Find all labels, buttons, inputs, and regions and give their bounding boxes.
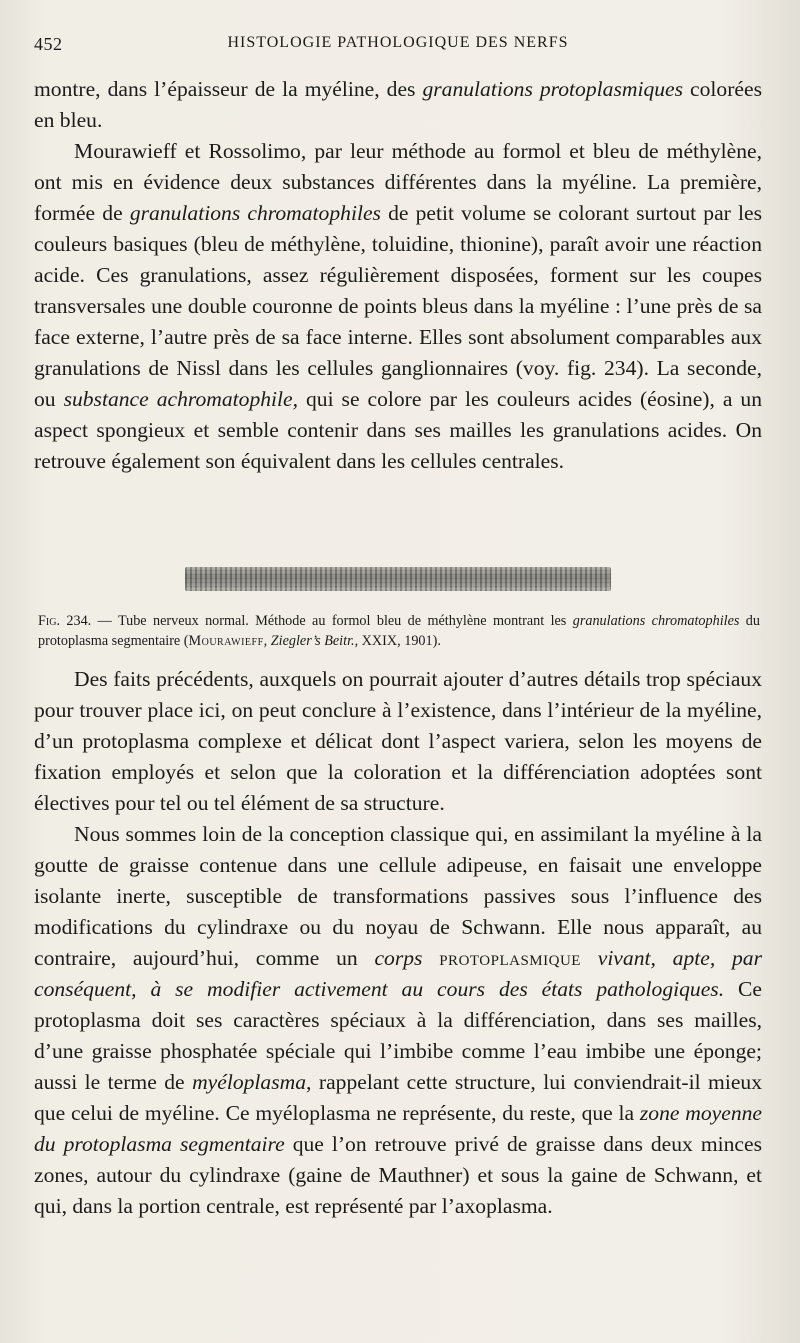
text-run: — Tube nerveux normal. Méthode au formol bleu de méthylène montrant les <box>91 613 573 629</box>
text-run: corps <box>374 946 440 970</box>
text-block-top <box>34 74 762 477</box>
paragraph-continuation <box>34 74 762 136</box>
text-run: granulations protoplasmiques <box>422 77 684 101</box>
text-run: Ce protoplasma doit ses caractères spéciaux à la différenciation, dans ses mailles, d’une graisse phosphatée spéciale qui l’imbibe comme l’eau imbibe une éponge; aussi le terme de <box>34 977 763 1094</box>
text-block-bottom <box>34 664 762 1222</box>
page-header <box>34 30 762 58</box>
text-run: granulations chromatophiles <box>129 201 381 225</box>
paragraph-myeloplasma <box>34 819 762 1222</box>
text-run: colorées en bleu. <box>34 77 762 132</box>
text-run: vivant, apte, par conséquent, à se modifier activement au cours des états pathologiques. <box>34 946 762 1001</box>
text-run: , <box>263 633 271 649</box>
figure-caption-text <box>38 613 760 649</box>
page-number: 452 <box>34 34 63 54</box>
text-run: protoplasmique <box>439 946 581 970</box>
text-run: granulations chromatophiles <box>572 613 740 629</box>
text-run: de petit volume se colorant surtout par les couleurs basiques (bleu de méthylène, toluidine, thionine), paraît avoir une réaction acide. Ces granulations, assez régulièrement disposées, forment sur les coupes transversales une double couronne de points bleus dans la myéline : l’une près de sa face externe, l’autre près de sa face interne. Elles sont absolument comparables aux granulations de Nissl dans les cellules ganglionnaires (voy. fig. 234). La seconde, ou <box>34 201 762 411</box>
text-run: Des faits précédents, auxquels on pourrait ajouter d’autres détails trop spéciaux pour trouver place ici, on peut conclure à l’existence, dans l’intérieur de la myéline, d’un protoplasma complexe et délicat dont l’aspect variera, selon les moyens de fixation employés et selon que la coloration et la différenciation adoptées sont électives pour tel ou tel élément de sa structure. <box>34 667 762 815</box>
text-run: myéloplasma, <box>192 1070 312 1094</box>
figure-label: Fig. 234. <box>38 613 92 629</box>
text-run: du protoplasma segmentaire ( <box>38 613 760 649</box>
text-run: que l’on retrouve privé de graisse dans deux minces zones, autour du cylindraxe (gaine de Mauthner) et sous la gaine de Schwann, et qui, dans la portion centrale, est représenté par l’axoplasma. <box>34 1132 762 1218</box>
text-run: montre, dans l’épaisseur de la myéline, des <box>34 77 423 101</box>
text-run: Nous sommes loin de la conception classique qui, en assimilant la myéline à la goutte de graisse contenue dans une cellule adipeuse, en faisait une enveloppe isolante inerte, susceptible de transformations passives sous l’influence des modifications du cylindraxe ou du noyau de Schwann. Elle nous apparaît, au contraire, aujourd’hui, comme un <box>34 822 762 970</box>
figure-234-image <box>185 567 611 591</box>
text-run: , XXIX, 1901). <box>354 633 441 649</box>
text-run: Mourawieff et Rossolimo, par leur méthode au formol et bleu de méthylène, ont mis en évidence deux substances différentes dans la myéline. La première, formée de <box>34 139 762 225</box>
text-run: zone moyenne du protoplasma segmentaire <box>34 1101 762 1156</box>
figure-caption <box>38 611 760 651</box>
text-run: substance achromatophile, <box>63 387 299 411</box>
paragraph-mourawieff <box>34 136 762 477</box>
running-title: HISTOLOGIE PATHOLOGIQUE DES NERFS <box>227 34 569 51</box>
text-run: Ziegler’s Beitr. <box>270 633 355 649</box>
text-run: qui se colore par les couleurs acides (éosine), a un aspect spongieux et semble contenir dans ses mailles les granulations acides. On retrouve également son équivalent dans les cellules centrales. <box>34 387 762 473</box>
paragraph-conclusion <box>34 664 762 819</box>
text-run: Mourawieff <box>188 633 264 649</box>
text-run: rappelant cette structure, lui conviendrait-il mieux que celui de myéline. Ce myéloplasma ne représente, du reste, que la <box>34 1070 762 1125</box>
